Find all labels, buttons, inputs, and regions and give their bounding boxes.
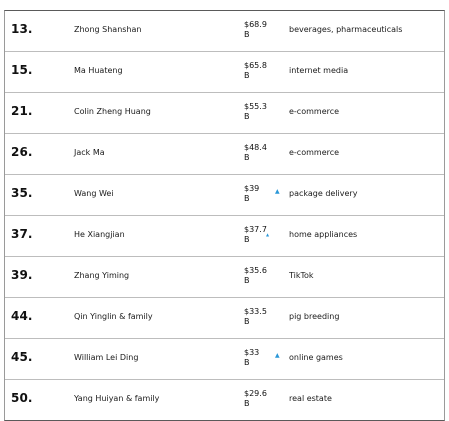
- net-worth-unit: B: [244, 235, 250, 244]
- table-row: [5, 93, 444, 134]
- trend-up-icon: ▲: [266, 232, 270, 237]
- industry-cell: e-commerce: [289, 148, 340, 157]
- net-worth-value: $68.9: [244, 20, 267, 29]
- rank-cell: 44.: [11, 309, 33, 323]
- industry-cell: pig breeding: [289, 312, 340, 321]
- net-worth-value: $35.6: [244, 266, 267, 275]
- industry-cell: real estate: [289, 394, 332, 403]
- rank-cell: 35.: [11, 186, 33, 200]
- table-row: [5, 11, 444, 52]
- trend-up-icon: ▲: [275, 352, 280, 359]
- table-row: [5, 175, 444, 216]
- net-worth-cell: [244, 348, 278, 368]
- net-worth-unit: B: [244, 358, 250, 367]
- table-row: [5, 52, 444, 93]
- name-cell: Colin Zheng Huang: [74, 107, 151, 116]
- table-row: [5, 216, 444, 257]
- rank-cell: 13.: [11, 22, 33, 36]
- rank-cell: 15.: [11, 63, 33, 77]
- net-worth-cell: [244, 225, 278, 245]
- net-worth-cell: [244, 389, 278, 409]
- industry-cell: home appliances: [289, 230, 358, 239]
- net-worth-value: $48.4: [244, 143, 267, 152]
- name-cell: Qin Yinglin & family: [74, 312, 153, 321]
- name-cell: Zhang Yiming: [74, 271, 130, 280]
- net-worth-unit: B: [244, 112, 250, 121]
- net-worth-cell: [244, 20, 278, 40]
- rank-cell: 26.: [11, 145, 33, 159]
- name-cell: Ma Huateng: [74, 66, 123, 75]
- net-worth-cell: [244, 61, 278, 81]
- billionaire-table: [4, 10, 445, 421]
- net-worth-cell: [244, 143, 278, 163]
- net-worth-cell: [244, 102, 278, 122]
- net-worth-unit: B: [244, 194, 250, 203]
- net-worth-value: $55.3: [244, 102, 267, 111]
- industry-cell: package delivery: [289, 189, 358, 198]
- net-worth-value: $65.8: [244, 61, 267, 70]
- name-cell: William Lei Ding: [74, 353, 139, 362]
- name-cell: He Xiangjian: [74, 230, 125, 239]
- net-worth-value: $33: [244, 348, 260, 357]
- table-row: [5, 339, 444, 380]
- net-worth-unit: B: [244, 276, 250, 285]
- rank-cell: 45.: [11, 350, 33, 364]
- net-worth-unit: B: [244, 399, 250, 408]
- rank-cell: 21.: [11, 104, 33, 118]
- industry-cell: beverages, pharmaceuticals: [289, 25, 403, 34]
- name-cell: Wang Wei: [74, 189, 114, 198]
- net-worth-cell: [244, 266, 278, 286]
- trend-up-icon: ▲: [275, 188, 280, 195]
- net-worth-unit: B: [244, 153, 250, 162]
- industry-cell: online games: [289, 353, 343, 362]
- industry-cell: TikTok: [289, 271, 314, 280]
- rank-cell: 39.: [11, 268, 33, 282]
- industry-cell: e-commerce: [289, 107, 340, 116]
- net-worth-value: $29.6: [244, 389, 267, 398]
- name-cell: Zhong Shanshan: [74, 25, 142, 34]
- name-cell: Jack Ma: [74, 148, 105, 157]
- table-row: [5, 134, 444, 175]
- table-row: [5, 380, 444, 420]
- net-worth-value: $37.7: [244, 225, 267, 234]
- net-worth-cell: [244, 184, 278, 204]
- net-worth-value: $39: [244, 184, 260, 193]
- net-worth-unit: B: [244, 30, 250, 39]
- net-worth-unit: B: [244, 71, 250, 80]
- table-row: [5, 257, 444, 298]
- table-row: [5, 298, 444, 339]
- rank-cell: 50.: [11, 391, 33, 405]
- name-cell: Yang Huiyan & family: [74, 394, 160, 403]
- net-worth-unit: B: [244, 317, 250, 326]
- net-worth-value: $33.5: [244, 307, 267, 316]
- industry-cell: internet media: [289, 66, 349, 75]
- rank-cell: 37.: [11, 227, 33, 241]
- net-worth-cell: [244, 307, 278, 327]
